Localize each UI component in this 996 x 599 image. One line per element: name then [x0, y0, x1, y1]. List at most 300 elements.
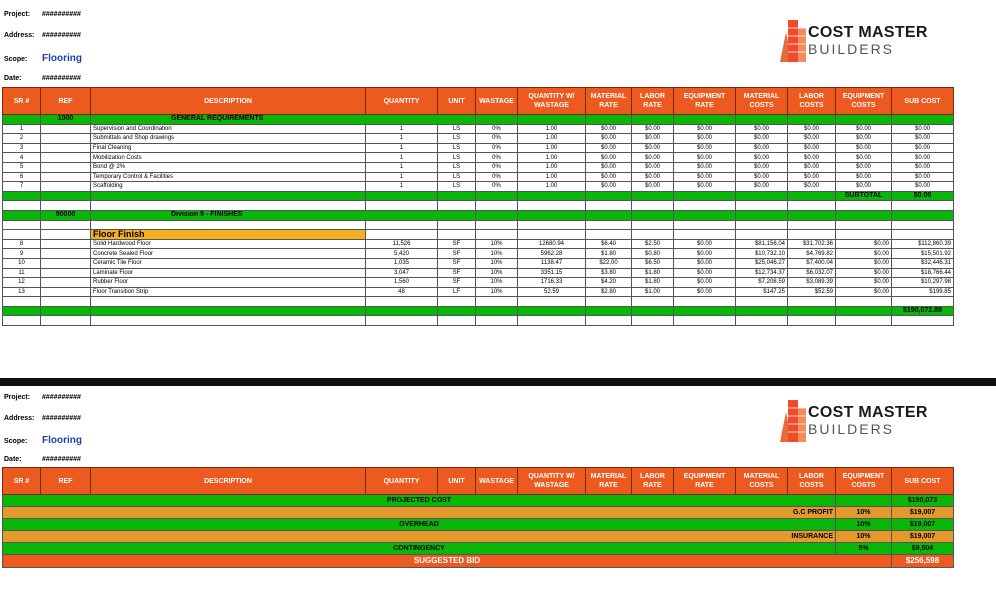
line-item-cell: [41, 124, 91, 134]
empty-cell: [366, 316, 438, 326]
line-item-cell: 1: [366, 172, 438, 182]
line-item-cell: 8: [3, 239, 41, 249]
empty-cell: [836, 306, 892, 316]
line-item-cell: Floor Transition Strip: [91, 287, 366, 297]
empty-cell: [366, 230, 438, 240]
line-item-cell: $0.00: [632, 162, 674, 172]
line-item-cell: 52.59: [518, 287, 586, 297]
col-header: MATERIAL RATE: [586, 88, 632, 115]
line-item-cell: $52.59: [788, 287, 836, 297]
empty-cell: [736, 306, 788, 316]
line-item-cell: 0%: [476, 153, 518, 163]
date-value: ##########: [42, 456, 81, 463]
empty-cell: [91, 316, 366, 326]
empty-cell: [892, 210, 954, 220]
summary-label: PROJECTED COST: [3, 495, 836, 507]
line-item-cell: 1,560: [366, 278, 438, 288]
line-item-cell: $0.00: [836, 153, 892, 163]
empty-cell: [438, 191, 476, 201]
empty-cell: [3, 210, 41, 220]
line-item-cell: 1.00: [518, 182, 586, 192]
line-item-cell: [41, 172, 91, 182]
empty-cell: [438, 316, 476, 326]
header-row: [3, 468, 954, 495]
scope-line-2: [4, 435, 82, 446]
line-item-cell: 1.00: [518, 143, 586, 153]
line-item-cell: 1: [366, 134, 438, 144]
line-item-cell: $0.00: [836, 172, 892, 182]
empty-cell: [736, 230, 788, 240]
logo-subtitle: BUILDERS: [808, 421, 895, 437]
line-item-cell: 10%: [476, 249, 518, 259]
empty-cell: [586, 191, 632, 201]
line-item-cell: [41, 162, 91, 172]
line-item-row: [3, 278, 954, 288]
empty-cell: [438, 201, 476, 211]
project-line-2: [4, 394, 81, 401]
col-header: UNIT: [438, 88, 476, 115]
col-header: EQUIPMENT RATE: [674, 88, 736, 115]
line-item-cell: $0.00: [892, 172, 954, 182]
empty-cell: [788, 210, 836, 220]
empty-cell: [788, 201, 836, 211]
empty-cell: [632, 306, 674, 316]
empty-cell: [836, 297, 892, 307]
line-item-cell: $0.00: [736, 162, 788, 172]
line-item-cell: $112,860.39: [892, 239, 954, 249]
empty-cell: [736, 201, 788, 211]
col-header: LABOR RATE: [632, 468, 674, 495]
line-item-cell: $0.00: [674, 143, 736, 153]
empty-cell: [518, 210, 586, 220]
line-item-cell: $0.00: [788, 124, 836, 134]
line-item-cell: $0.00: [736, 182, 788, 192]
line-item-cell: Bond @ 2%: [91, 162, 366, 172]
empty-cell: [736, 210, 788, 220]
header-row: [3, 88, 954, 115]
empty-cell: [518, 230, 586, 240]
summary-label: INSURANCE: [3, 531, 836, 543]
address-line: [4, 32, 81, 39]
summary-row: [3, 543, 954, 555]
line-item-cell: $0.00: [836, 287, 892, 297]
line-item-cell: $6.50: [632, 258, 674, 268]
suggested-bid-row: [3, 555, 954, 568]
line-item-cell: $0.00: [632, 124, 674, 134]
line-item-cell: $0.00: [736, 143, 788, 153]
line-item-cell: $0.00: [674, 258, 736, 268]
line-item-cell: 1138.47: [518, 258, 586, 268]
line-item-row: [3, 258, 954, 268]
empty-cell: [91, 201, 366, 211]
line-item-cell: $0.00: [836, 124, 892, 134]
line-item-cell: $81,156.04: [736, 239, 788, 249]
line-item-cell: $6,032.07: [788, 268, 836, 278]
empty-cell: [632, 210, 674, 220]
line-item-cell: SF: [438, 258, 476, 268]
line-item-cell: $0.00: [674, 287, 736, 297]
scope-label: Scope:: [4, 56, 28, 63]
line-item-cell: $0.00: [788, 153, 836, 163]
line-item-cell: $0.00: [892, 153, 954, 163]
line-item-cell: 1.00: [518, 134, 586, 144]
empty-cell: [836, 316, 892, 326]
project-line: [4, 11, 81, 18]
line-item-cell: $0.00: [674, 268, 736, 278]
line-item-row: [3, 162, 954, 172]
date-label: Date:: [4, 456, 22, 463]
line-item-cell: $0.00: [674, 172, 736, 182]
empty-cell: [3, 191, 41, 201]
line-item-cell: SF: [438, 239, 476, 249]
line-item-cell: $0.00: [836, 239, 892, 249]
bid-value: $256,598: [892, 555, 954, 568]
empty-cell: [674, 201, 736, 211]
empty-cell: [366, 191, 438, 201]
empty-cell: [788, 115, 836, 125]
subtotal-value: $0.00: [892, 191, 954, 201]
empty-cell: [586, 201, 632, 211]
building-logo-icon: [780, 394, 810, 442]
line-item-cell: 0%: [476, 182, 518, 192]
line-item-cell: $32,446.31: [892, 258, 954, 268]
line-item-cell: [41, 239, 91, 249]
empty-cell: [736, 220, 788, 230]
line-item-cell: 1: [366, 143, 438, 153]
line-item-cell: $0.00: [788, 182, 836, 192]
empty-cell: [586, 306, 632, 316]
line-item-cell: Laminate Floor: [91, 268, 366, 278]
empty-cell: [476, 230, 518, 240]
line-item-cell: Temporary Control & Facilities: [91, 172, 366, 182]
col-header: SUB COST: [892, 468, 954, 495]
line-item-cell: 10%: [476, 268, 518, 278]
line-item-cell: 9: [3, 249, 41, 259]
line-item-cell: Rubber Floor: [91, 278, 366, 288]
empty-cell: [632, 115, 674, 125]
summary-percent: [836, 495, 892, 507]
empty-cell: [41, 201, 91, 211]
empty-cell: [836, 230, 892, 240]
line-item-cell: 0%: [476, 172, 518, 182]
line-item-cell: $0.00: [736, 124, 788, 134]
line-item-cell: [41, 268, 91, 278]
col-header: EQUIPMENT COSTS: [836, 468, 892, 495]
summary-row: [3, 519, 954, 531]
empty-cell: [438, 230, 476, 240]
line-item-cell: 13: [3, 287, 41, 297]
line-item-row: [3, 124, 954, 134]
empty-cell: [41, 191, 91, 201]
company-logo: [780, 14, 990, 64]
empty-cell: [892, 115, 954, 125]
line-item-cell: $2.80: [586, 287, 632, 297]
line-item-cell: 10%: [476, 239, 518, 249]
subsection-row: [3, 230, 954, 240]
line-item-cell: $1.80: [586, 249, 632, 259]
empty-cell: [736, 191, 788, 201]
line-item-cell: $10,297.98: [892, 278, 954, 288]
line-item-cell: $7,400.04: [788, 258, 836, 268]
col-header: EQUIPMENT RATE: [674, 468, 736, 495]
line-item-cell: 1.00: [518, 162, 586, 172]
col-header: MATERIAL COSTS: [736, 88, 788, 115]
section-total-row: [3, 306, 954, 316]
col-header: LABOR COSTS: [788, 88, 836, 115]
line-item-cell: 3351.15: [518, 268, 586, 278]
line-item-cell: $0.00: [586, 124, 632, 134]
line-item-cell: 2: [3, 134, 41, 144]
col-header: WASTAGE: [476, 468, 518, 495]
empty-cell: [3, 201, 41, 211]
line-item-cell: $7,208.59: [736, 278, 788, 288]
empty-cell: [518, 306, 586, 316]
line-item-cell: 11: [3, 268, 41, 278]
date-value: ##########: [42, 75, 81, 82]
address-label: Address:: [4, 415, 35, 422]
empty-cell: [674, 191, 736, 201]
line-item-cell: Submittals and Shop drawings: [91, 134, 366, 144]
empty-cell: [3, 316, 41, 326]
summary-label: CONTINGENCY: [3, 543, 836, 555]
line-item-cell: $0.00: [674, 124, 736, 134]
summary-row: [3, 495, 954, 507]
empty-cell: [41, 220, 91, 230]
empty-cell: [632, 297, 674, 307]
line-item-cell: $0.00: [586, 143, 632, 153]
line-item-cell: 4: [3, 153, 41, 163]
summary-value: $19,007: [892, 519, 954, 531]
line-item-row: [3, 153, 954, 163]
empty-cell: [674, 230, 736, 240]
empty-cell: [632, 201, 674, 211]
empty-cell: [518, 297, 586, 307]
line-item-row: [3, 172, 954, 182]
scope-value: Flooring: [42, 53, 82, 64]
line-item-cell: $0.80: [632, 249, 674, 259]
summary-row: [3, 531, 954, 543]
line-item-cell: $0.00: [586, 162, 632, 172]
col-header: DESCRIPTION: [91, 88, 366, 115]
line-item-cell: 1.00: [518, 172, 586, 182]
empty-cell: [438, 306, 476, 316]
line-item-cell: 0%: [476, 162, 518, 172]
empty-cell: [788, 191, 836, 201]
empty-cell: [892, 297, 954, 307]
blank-row: [3, 220, 954, 230]
empty-cell: [892, 201, 954, 211]
line-item-cell: [41, 258, 91, 268]
logo-subtitle: BUILDERS: [808, 41, 895, 57]
summary-value: $19,007: [892, 507, 954, 519]
empty-cell: [586, 316, 632, 326]
line-item-cell: $3.80: [586, 268, 632, 278]
line-item-cell: Solid Hardwood Floor: [91, 239, 366, 249]
date-line-2: [4, 456, 81, 463]
line-item-cell: $0.00: [586, 172, 632, 182]
line-item-cell: $0.00: [632, 143, 674, 153]
address-label: Address:: [4, 32, 35, 39]
empty-cell: [41, 306, 91, 316]
empty-cell: [91, 306, 366, 316]
scope-value: Flooring: [42, 435, 82, 446]
empty-cell: [632, 230, 674, 240]
section-title: Division 9 - FINISHES: [91, 210, 476, 220]
line-item-cell: Ceramic Tile Floor: [91, 258, 366, 268]
blank-row: [3, 297, 954, 307]
subsection-title: Floor Finish: [91, 230, 366, 240]
empty-cell: [788, 220, 836, 230]
line-item-cell: $0.00: [736, 172, 788, 182]
empty-cell: [836, 210, 892, 220]
empty-cell: [674, 306, 736, 316]
empty-cell: [836, 115, 892, 125]
empty-cell: [674, 115, 736, 125]
empty-cell: [892, 220, 954, 230]
col-header: QUANTITY: [366, 468, 438, 495]
empty-cell: [674, 297, 736, 307]
empty-cell: [586, 230, 632, 240]
line-item-cell: SF: [438, 278, 476, 288]
line-item-cell: 11,526: [366, 239, 438, 249]
line-item-cell: $0.00: [788, 162, 836, 172]
line-item-cell: 0%: [476, 143, 518, 153]
line-item-cell: LS: [438, 162, 476, 172]
address-value: ##########: [42, 32, 81, 39]
line-item-cell: [41, 182, 91, 192]
col-header: QUANTITY: [366, 88, 438, 115]
line-item-cell: 10%: [476, 258, 518, 268]
col-header: REF: [41, 468, 91, 495]
col-header: REF: [41, 88, 91, 115]
col-header: UNIT: [438, 468, 476, 495]
line-item-row: [3, 182, 954, 192]
empty-cell: [518, 191, 586, 201]
line-item-cell: $0.00: [836, 143, 892, 153]
line-item-cell: 1: [366, 124, 438, 134]
empty-cell: [788, 297, 836, 307]
line-item-cell: $0.00: [836, 278, 892, 288]
section-ref: 1000: [41, 115, 91, 125]
line-item-row: [3, 249, 954, 259]
empty-cell: [518, 316, 586, 326]
line-item-cell: $0.00: [674, 162, 736, 172]
line-item-cell: $4.20: [586, 278, 632, 288]
line-item-cell: $6.40: [586, 239, 632, 249]
line-item-cell: 5: [3, 162, 41, 172]
line-item-cell: LS: [438, 182, 476, 192]
line-item-cell: 7: [3, 182, 41, 192]
line-item-cell: $0.00: [632, 153, 674, 163]
line-item-cell: LS: [438, 143, 476, 153]
empty-cell: [632, 316, 674, 326]
empty-cell: [476, 201, 518, 211]
empty-cell: [632, 220, 674, 230]
empty-cell: [586, 220, 632, 230]
line-item-cell: $1.80: [632, 278, 674, 288]
line-item-cell: $0.00: [892, 134, 954, 144]
empty-cell: [3, 297, 41, 307]
blank-row: [3, 316, 954, 326]
empty-cell: [836, 201, 892, 211]
line-item-cell: $0.00: [736, 153, 788, 163]
line-item-cell: LF: [438, 287, 476, 297]
line-item-cell: $199.85: [892, 287, 954, 297]
line-item-cell: 1: [366, 182, 438, 192]
scope-line: [4, 53, 82, 64]
page-divider: [0, 378, 996, 386]
line-item-cell: 1: [366, 153, 438, 163]
line-item-cell: LS: [438, 124, 476, 134]
line-item-cell: $1.80: [632, 268, 674, 278]
line-item-cell: $0.00: [836, 134, 892, 144]
line-item-cell: LS: [438, 172, 476, 182]
line-item-cell: $0.00: [892, 162, 954, 172]
line-item-cell: $0.00: [836, 258, 892, 268]
line-item-cell: $0.00: [674, 249, 736, 259]
empty-cell: [3, 230, 41, 240]
line-item-cell: 6: [3, 172, 41, 182]
section-title: GENERAL REQUIREMENTS: [91, 115, 476, 125]
line-item-cell: $10,732.10: [736, 249, 788, 259]
col-header: QUANTITY W/ WASTAGE: [518, 88, 586, 115]
logo-title: COST MASTER: [808, 24, 928, 41]
line-item-cell: [41, 143, 91, 153]
line-item-cell: 10%: [476, 287, 518, 297]
summary-value: $9,504: [892, 543, 954, 555]
col-header: DESCRIPTION: [91, 468, 366, 495]
empty-cell: [476, 220, 518, 230]
empty-cell: [438, 220, 476, 230]
line-item-cell: $0.00: [674, 239, 736, 249]
line-item-cell: $0.00: [674, 182, 736, 192]
line-item-cell: $0.00: [788, 134, 836, 144]
empty-cell: [632, 191, 674, 201]
project-label: Project:: [4, 394, 31, 401]
summary-label: OVERHEAD: [3, 519, 836, 531]
line-item-cell: $0.00: [892, 182, 954, 192]
address-value: ##########: [42, 415, 81, 422]
empty-cell: [788, 316, 836, 326]
line-item-cell: $0.00: [586, 134, 632, 144]
empty-cell: [476, 191, 518, 201]
summary-table: [2, 467, 954, 568]
line-item-cell: 48: [366, 287, 438, 297]
col-header: SR #: [3, 468, 41, 495]
col-header: MATERIAL RATE: [586, 468, 632, 495]
empty-cell: [91, 297, 366, 307]
bid-label: SUGGESTED BID: [3, 555, 892, 568]
line-item-cell: $0.00: [674, 134, 736, 144]
empty-cell: [476, 306, 518, 316]
empty-cell: [366, 306, 438, 316]
empty-cell: [438, 297, 476, 307]
date-label: Date:: [4, 75, 22, 82]
empty-cell: [736, 316, 788, 326]
empty-cell: [836, 220, 892, 230]
col-header: LABOR COSTS: [788, 468, 836, 495]
date-line: [4, 75, 81, 82]
summary-percent: 10%: [836, 507, 892, 519]
line-item-cell: 5962.28: [518, 249, 586, 259]
line-item-cell: Supervision and Coordination: [91, 124, 366, 134]
line-item-cell: $15,501.92: [892, 249, 954, 259]
summary-percent: 10%: [836, 519, 892, 531]
line-item-cell: [41, 134, 91, 144]
line-item-cell: $0.00: [836, 162, 892, 172]
empty-cell: [366, 220, 438, 230]
project-value: ##########: [42, 394, 81, 401]
